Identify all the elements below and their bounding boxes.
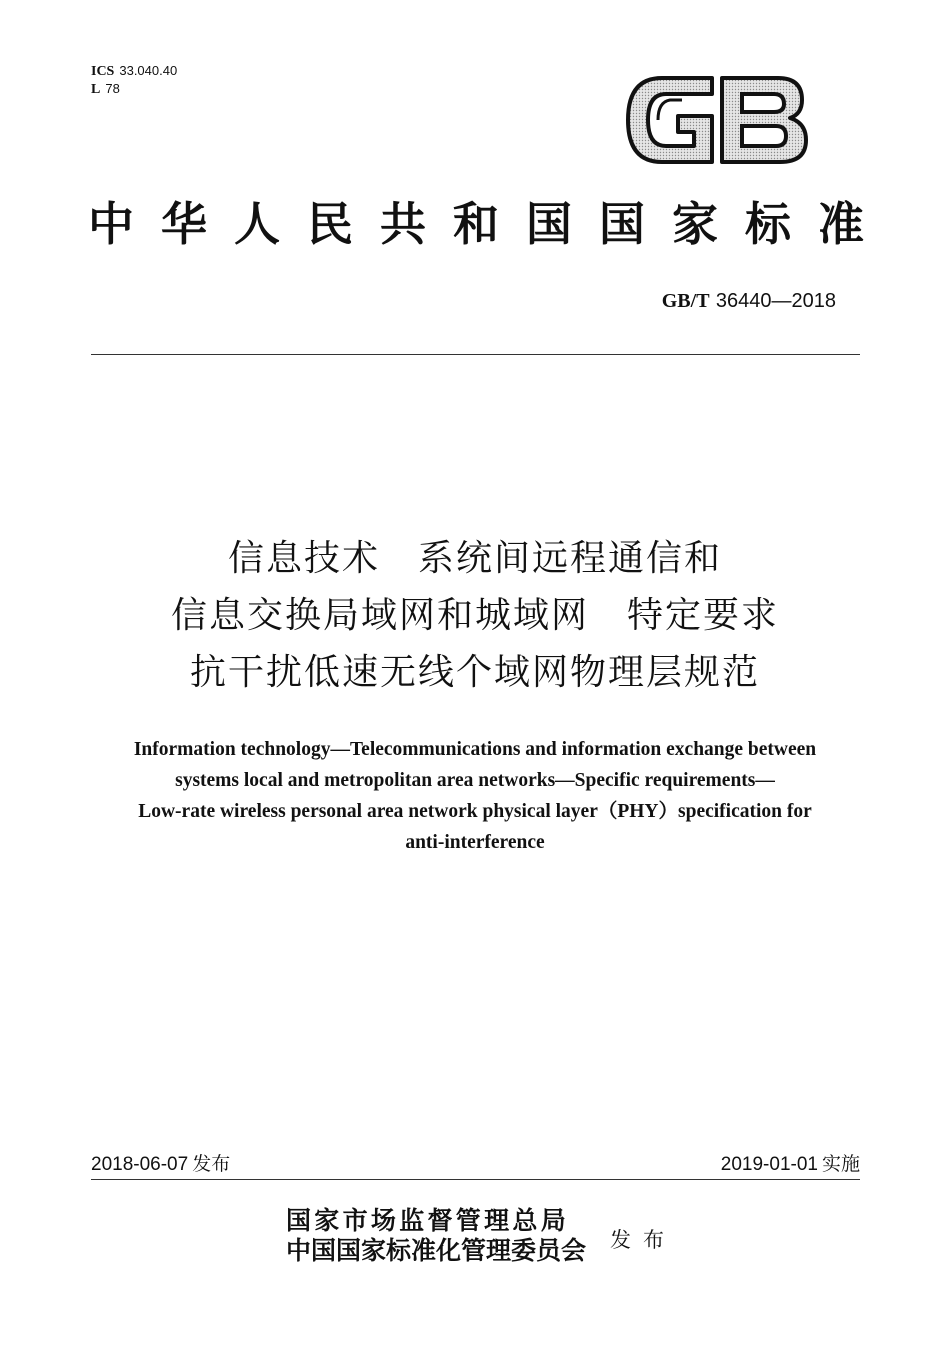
chinese-title-line: 抗干扰低速无线个域网物理层规范 (189, 652, 760, 693)
gb-logo-graphic (620, 70, 810, 170)
ics-label: ICS (91, 64, 115, 79)
banner-char: 准 (818, 197, 864, 251)
top-divider (91, 354, 860, 355)
banner-char: 家 (672, 197, 718, 251)
ics-code-row (91, 62, 177, 80)
release-date (91, 1151, 230, 1178)
standard-number-value: 36440—2018 (715, 290, 836, 312)
banner-char: 标 (745, 197, 791, 251)
banner-char: 民 (307, 197, 353, 251)
english-title-line: anti-interference (405, 832, 545, 853)
english-title-line: Low-rate wireless personal area network physical layer（PHY）specification for (138, 801, 812, 822)
english-title-line: Information technology—Telecommunications and information exchange between (133, 739, 817, 760)
issuer-samr: 国家市场监督管理总局 (286, 1206, 570, 1235)
standard-number (662, 287, 836, 314)
banner-char: 国 (526, 197, 572, 251)
banner-char: 共 (380, 197, 426, 251)
chinese-title-line: 信息交换局域网和城域网 特定要求 (170, 595, 779, 636)
english-title-line: systems local and metropolitan area networks—Specific requirements— (175, 770, 775, 791)
chinese-title-line: 信息技术 系统间远程通信和 (227, 538, 722, 579)
standard-number-prefix: GB/T (661, 290, 710, 312)
issue-action: 发布 (610, 1228, 676, 1252)
release-date-value: 2018-06-07 (91, 1154, 189, 1175)
banner-char: 中 (88, 197, 134, 251)
chinese-title (60, 530, 890, 701)
english-title (80, 734, 870, 858)
gb-logo (620, 70, 810, 170)
banner-char: 和 (453, 197, 499, 251)
ccs-value: 78 (105, 81, 120, 96)
ccs-label: L (91, 82, 101, 97)
issuer-sac: 中国国家标准化管理委员会 (286, 1236, 587, 1265)
ics-value: 33.040.40 (119, 63, 178, 78)
implementation-date-label: 实施 (821, 1153, 860, 1175)
banner-char: 国 (599, 197, 645, 251)
national-standard-banner (88, 196, 864, 252)
banner-char: 华 (161, 197, 207, 251)
ccs-code-row (91, 80, 177, 98)
implementation-date-value: 2019-01-01 (720, 1154, 818, 1175)
release-date-label: 发布 (192, 1153, 231, 1175)
bottom-divider (91, 1179, 860, 1180)
classification-codes (91, 62, 177, 98)
issuing-authorities (286, 1206, 586, 1266)
banner-char: 人 (234, 197, 280, 251)
implementation-date (721, 1151, 860, 1178)
